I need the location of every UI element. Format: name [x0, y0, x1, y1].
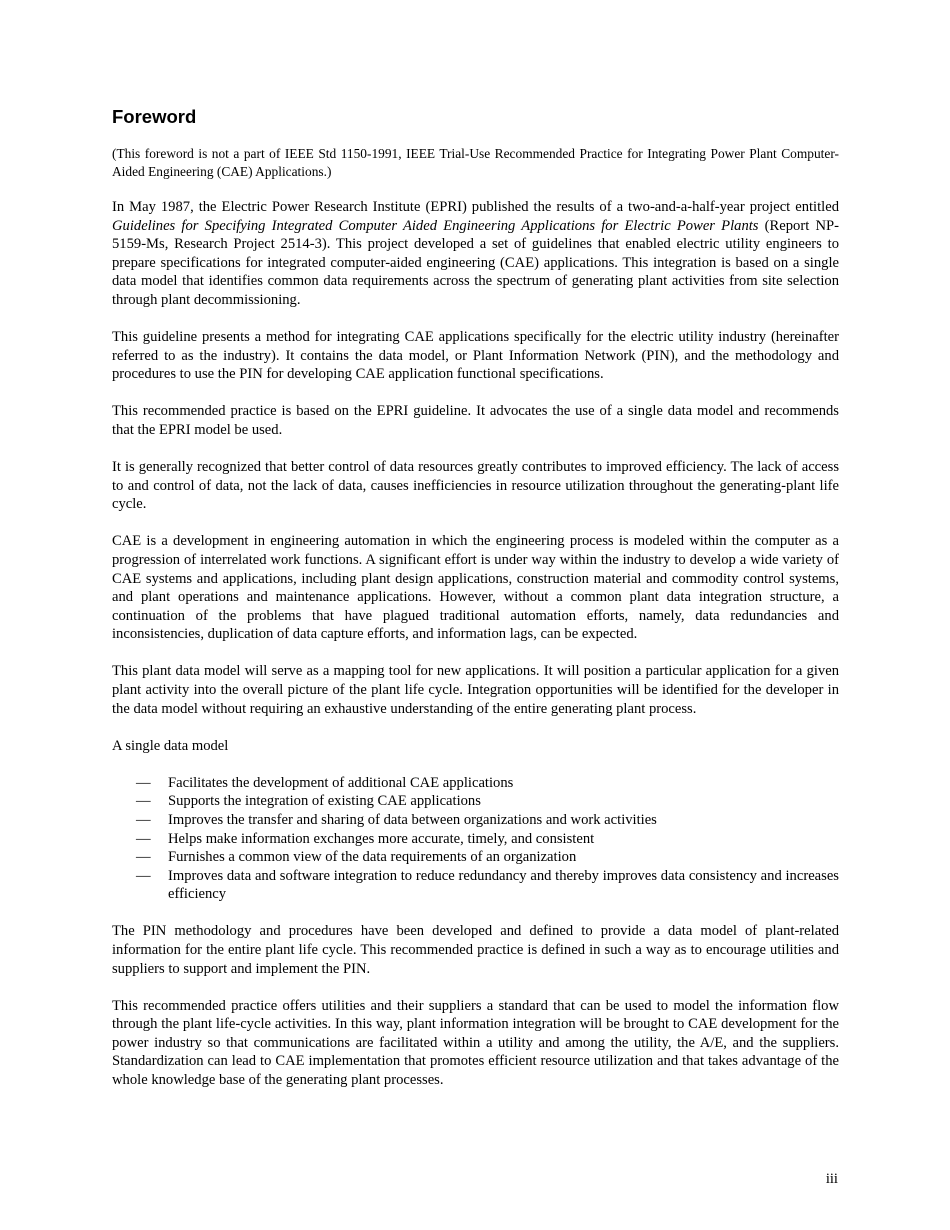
list-item — [112, 830, 839, 849]
list-item-text: Helps make information exchanges more accurate, timely, and consistent — [168, 830, 595, 847]
dash-marker: — — [136, 811, 151, 828]
list-intro: A single data model — [112, 737, 229, 754]
list-item-text: Improves data and software integration to reduce redundancy and thereby improves data consistency and increases efficiency — [168, 867, 839, 903]
paragraph-recommended-basis: This recommended practice is based on the EPRI guideline. It advocates the use of a single data model and recommends that the EPRI model be used. — [112, 403, 839, 438]
paragraph-guideline-method: This guideline presents a method for integrating CAE applications specifically for the electric utility industry (hereinafter referred to as the industry). It contains the data model, or Plant Information Network (PIN), and the methodology and procedures to use the PIN for developing CAE application functional specifications. — [112, 329, 839, 383]
dash-marker: — — [136, 849, 151, 866]
benefits-list — [112, 774, 839, 904]
list-item-text: Improves the transfer and sharing of data between organizations and work activities — [168, 811, 657, 828]
list-item-text: Furnishes a common view of the data requirements of an organization — [168, 849, 577, 866]
paragraph-pin-methodology: The PIN methodology and procedures have been developed and defined to provide a data model of plant-related information for the entire plant life cycle. This recommended practice is defined in such a way as to encourage utilities and suppliers to support and implement the PIN. — [112, 923, 839, 977]
list-item — [112, 774, 839, 793]
list-item — [112, 867, 839, 904]
paragraph-standardization: This recommended practice offers utilities and their suppliers a standard that can be used to model the information flow through the plant life-cycle activities. In this way, plant information integration will be brought to CAE development for the power industry so that communications are facilitated within a utility and among the utility, the A/E, and the suppliers. Standardization can lead to CAE implementation that promotes efficient resource utilization and that takes advantage of the whole knowledge base of the generating plant processes. — [112, 997, 839, 1089]
paragraph-1-text-end: (Report NP-5159-Ms, Research Project 2514-3). This project developed a set of guidelines that enabled electric utility engineers to prepare specifications for integrated computer-aided engineering (CAE) applications. This integration is based on a single data model that identifies common data requirements across the spectrum of generating plant activities from site selection through plant decommissioning. — [112, 217, 839, 308]
paragraph-1-text-start: In May 1987, the Electric Power Research Institute (EPRI) published the results of a two-and-a-half-year project entitled — [112, 199, 839, 215]
dash-marker: — — [136, 867, 151, 884]
foreword-note: (This foreword is not a part of IEEE Std 1150-1991, IEEE Trial-Use Recommended Practice for Integrating Power Plant Computer-Aided Engineering (CAE) Applications.) — [112, 146, 839, 179]
list-item — [112, 792, 839, 811]
list-item — [112, 811, 839, 830]
paragraph-mapping-tool: This plant data model will serve as a mapping tool for new applications. It will position a particular application for a given plant activity into the overall picture of the plant life cycle. Integration opportunities will be identified for the developer in the data model without requiring an exhaustive understanding of the entire generating plant process. — [112, 663, 839, 717]
dash-marker: — — [136, 793, 151, 810]
dash-marker: — — [136, 774, 151, 791]
page-number: iii — [825, 1171, 838, 1187]
list-item-text: Facilitates the development of additional CAE applications — [168, 774, 514, 791]
list-item-text: Supports the integration of existing CAE applications — [168, 793, 481, 810]
page-title: Foreword — [112, 106, 197, 127]
guidelines-title: Guidelines for Specifying Integrated Computer Aided Engineering Applications for Electric Power Plants — [112, 217, 759, 234]
dash-marker: — — [136, 830, 151, 847]
paragraph-data-control: It is generally recognized that better control of data resources greatly contributes to improved efficiency. The lack of access to and control of data, not the lack of data, causes inefficiencies in resource utilization throughout the generating-plant life cycle. — [112, 459, 839, 513]
list-item — [112, 848, 839, 867]
paragraph-epri-history — [112, 198, 839, 310]
foreword-page — [112, 104, 839, 1108]
paragraph-cae-development: CAE is a development in engineering automation in which the engineering process is modeled within the computer as a progression of interrelated work functions. A significant effort is under way within the industry to develop a wide variety of CAE systems and applications, including plant design applications, construction material and commodity control systems, and plant operations and maintenance applications. However, without a common plant data integration structure, a continuation of the problems that have plagued traditional automation efforts, namely, data redundancies and inconsistencies, duplication of data capture efforts, and information lags, can be expected. — [112, 533, 839, 643]
